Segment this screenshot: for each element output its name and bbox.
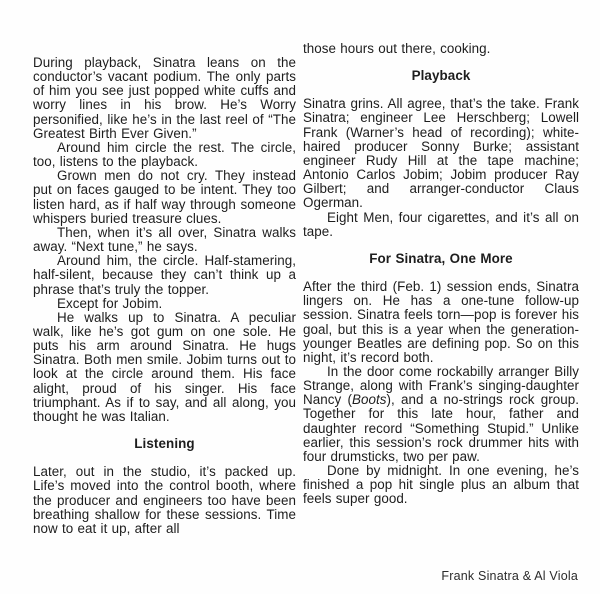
section-heading [303, 252, 579, 266]
paragraph [303, 211, 579, 239]
photo-caption: Frank Sinatra & Al Viola [441, 569, 578, 583]
paragraph [303, 97, 579, 210]
text-run: For Sinatra, One More [369, 250, 513, 266]
paragraph [303, 280, 579, 365]
paragraph [33, 56, 296, 141]
paragraph [33, 141, 296, 169]
paragraph [33, 254, 296, 296]
text-run: He walks up to Sinatra. A peculiar walk, like he’s got gum on one sole. He puts his arm around Sinatra. He hugs Sinatra. Both men smile. Jobim turns out to look at the circle around them. His face alight, proud of his singer. His face triumphant. As if to say, and all along, you thought he was Italian. [33, 309, 296, 424]
paragraph [33, 465, 296, 536]
text-run: Playback [411, 68, 471, 84]
text-run: Then, when it’s all over, Sinatra walks away. “Next tune,” he says. [33, 224, 296, 255]
text-run: Sinatra grins. All agree, that’s the take. Frank Sinatra; engineer Lee Herschberg; Lowell Frank (Warner’s head of recording); white-haired producer Sonny Burke; assistant engineer Rudy Hill at the tape machine; Antonio Carlos Jobim; Jobim producer Ray Gilbert; and arranger-conductor Claus Ogerman. [303, 96, 579, 211]
text-run: Later, out in the studio, it’s packed up. Life’s moved into the control booth, where the producer and engineers too have been breathing shallow for these sessions. Time now to eat it up, after all [33, 464, 296, 536]
italic-text: Boots [351, 392, 387, 408]
text-run: In the door come rockabilly arranger Billy Strange, along with Frank’s singing-daughter Nancy ( [303, 363, 579, 408]
paragraph [33, 311, 296, 424]
paragraph [33, 169, 296, 226]
text-run: those hours out there, cooking. [303, 41, 491, 56]
text-run: Listening [134, 436, 195, 452]
section-heading [33, 437, 296, 451]
text-run: During playback, Sinatra leans on the conductor’s vacant podium. The only parts of him you see just popped white cuffs and worry lines in his brow. He’s Worry personified, like he’s in the last reel of “The Greatest Birth Ever Given.” [33, 55, 296, 141]
paragraph [33, 297, 296, 311]
text-run: Except for Jobim. [57, 295, 163, 311]
right-column [303, 42, 579, 507]
text-run: Around him, the circle. Half-stamering, half-silent, because they can’t think up a phrase that’s truly the topper. [33, 253, 296, 297]
text-run: After the third (Feb. 1) session ends, Sinatra lingers on. He has a one-tune follow-up session. Sinatra feels torn—pop is forever his goal, but this is a year when the generation-younger Beatles are defining pop. So on this night, it’s record both. [303, 279, 579, 365]
paragraph [303, 365, 579, 464]
paragraph [33, 226, 296, 254]
paragraph [303, 42, 579, 56]
paragraph [303, 464, 579, 506]
text-run: Done by midnight. In one evening, he’s finished a pop hit single plus an album that feels super good. [303, 463, 579, 507]
text-run: ), and a no-strings rock group. Together for this late hour, father and daughter record “Something Stupid.” Unlike earlier, this session’s rock drummer hits with four drumsticks, two per paw. [303, 392, 579, 464]
text-run: Eight Men, four cigarettes, and it’s all on tape. [303, 209, 579, 239]
left-column [33, 56, 296, 536]
text-run: Around him circle the rest. The circle, too, listens to the playback. [33, 139, 296, 170]
text-run: Grown men do not cry. They instead put on faces gauged to be intent. They too listen hard, as if half way through someone whispers buried treasure clues. [33, 168, 296, 226]
section-heading [303, 69, 579, 83]
